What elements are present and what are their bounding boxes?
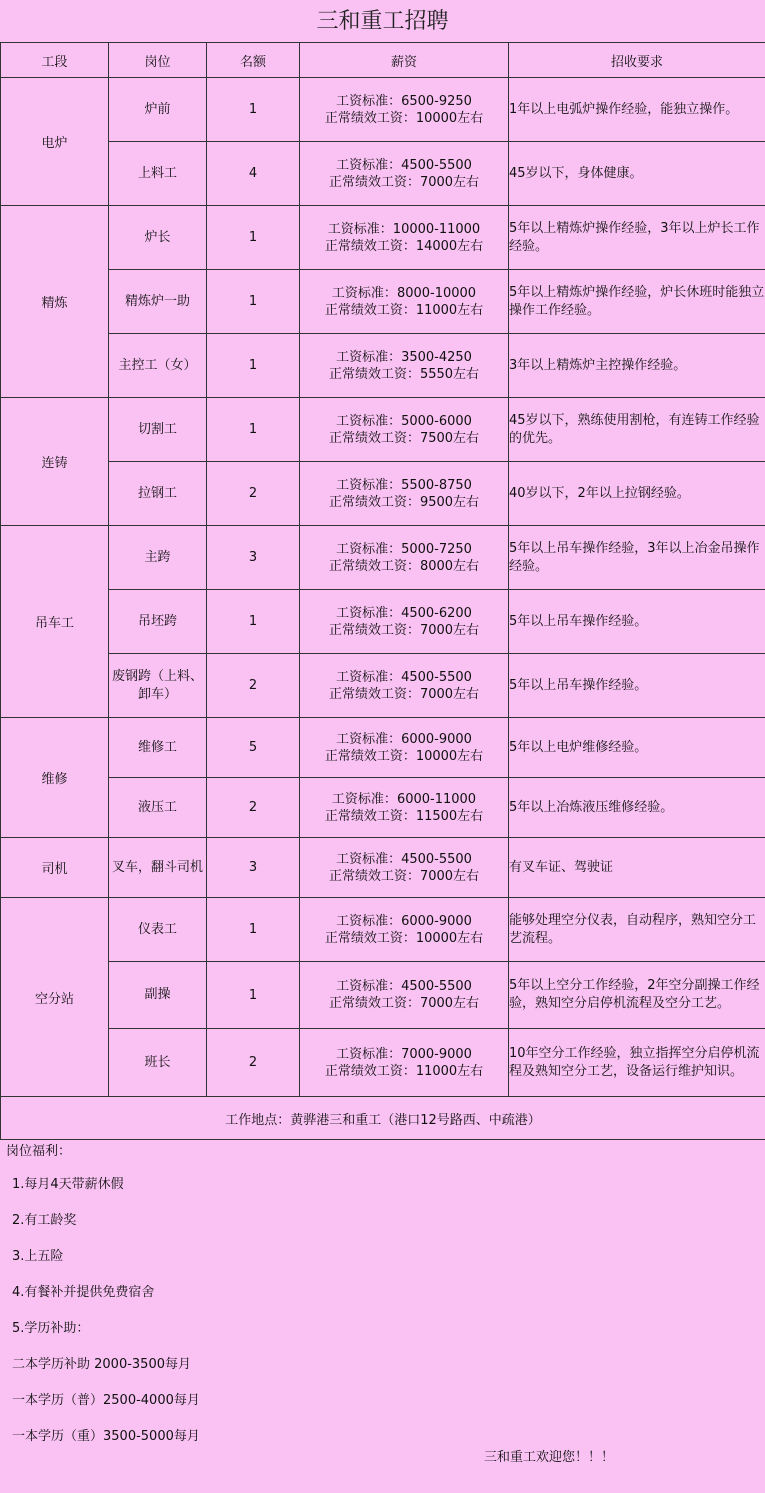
performance-salary-label: 正常绩效工资： [328,868,420,884]
count-cell: 1 [207,270,300,334]
position-cell: 主控工（女） [109,334,207,398]
position-cell: 上料工 [109,142,207,206]
salary-standard-value: 6000-9000 [401,731,472,747]
position-cell: 吊坯跨 [109,590,207,654]
requirement-cell: 45岁以下，身体健康。 [509,142,765,206]
performance-salary-value: 11500左右 [415,808,484,824]
position-cell: 精炼炉一助 [109,270,207,334]
salary-cell [300,270,509,334]
salary-standard-label: 工资标准： [331,285,397,301]
performance-salary-label: 正常绩效工资： [324,1063,416,1079]
count-cell: 3 [207,838,300,898]
performance-salary [300,494,508,511]
work-location: 工作地点：黄骅港三和重工（港口12号路西、中疏港） [1,1097,765,1140]
salary-standard-value: 6000-11000 [396,791,477,807]
count-cell: 1 [207,898,300,962]
salary-standard-label: 工资标准： [336,477,402,493]
salary-standard-value: 10000-11000 [392,221,481,237]
table-row [1,398,765,462]
salary-standard-label: 工资标准： [331,791,397,807]
header-salary: 薪资 [300,43,509,78]
benefits-list [6,1167,765,1455]
performance-salary [300,558,508,575]
salary-standard-value: 8000-10000 [396,285,477,301]
table-header-row [1,43,765,78]
section-cell: 连铸 [1,398,109,526]
benefit-item: 3.上五险 [12,1249,64,1264]
salary-standard-label: 工资标准： [336,349,402,365]
table-row [1,898,765,962]
count-cell: 1 [207,962,300,1029]
salary-standard-label: 工资标准： [336,605,402,621]
table-row [1,1029,765,1097]
requirement-cell: 能够处理空分仪表，自动程序，熟知空分工艺流程。 [509,898,765,962]
count-cell: 3 [207,526,300,590]
salary-standard-label: 工资标准： [336,851,402,867]
table-row [1,590,765,654]
count-cell: 5 [207,718,300,778]
salary-standard-label: 工资标准： [336,913,402,929]
performance-salary-label: 正常绩效工资： [324,238,416,254]
salary-cell [300,1029,509,1097]
table-row [1,334,765,398]
salary-standard-label: 工资标准： [336,731,402,747]
performance-salary-label: 正常绩效工资： [328,622,420,638]
salary-standard-label: 工资标准： [336,979,402,994]
salary-standard [300,605,508,622]
performance-salary-value: 5550左右 [419,366,480,382]
performance-salary [300,366,508,383]
position-cell: 副操 [109,962,207,1029]
requirement-cell: 5年以上吊车操作经验，3年以上冶金吊操作经验。 [509,526,765,590]
salary-standard-value: 4500-5500 [401,157,472,173]
performance-salary-value: 10000左右 [415,110,484,126]
table-row [1,838,765,898]
count-cell: 2 [207,462,300,526]
benefit-item: 一本学历（普）2500-4000每月 [12,1393,200,1408]
salary-standard [300,221,508,238]
performance-salary-value: 7000左右 [419,996,480,1011]
salary-standard [300,541,508,558]
count-cell: 1 [207,590,300,654]
position-cell: 废钢跨（上料、卸车） [109,654,207,718]
section-cell: 吊车工 [1,526,109,718]
salary-standard-value: 3500-4250 [401,349,472,365]
performance-salary-label: 正常绩效工资： [328,494,420,510]
performance-salary-label: 正常绩效工资： [324,808,416,824]
count-cell: 1 [207,206,300,270]
salary-standard [300,669,508,686]
salary-standard-value: 6000-9000 [401,913,472,929]
table-row [1,526,765,590]
count-cell: 1 [207,398,300,462]
salary-cell [300,526,509,590]
salary-standard-label: 工资标准： [336,157,402,173]
performance-salary-value: 10000左右 [415,930,484,946]
performance-salary-label: 正常绩效工资： [328,686,420,702]
table-row [1,462,765,526]
performance-salary-value: 11000左右 [415,302,484,318]
salary-standard [300,157,508,174]
header-requirements: 招收要求 [509,43,765,78]
salary-cell [300,206,509,270]
performance-salary [300,995,508,1012]
salary-standard-value: 4500-6200 [401,605,472,621]
salary-standard-value: 4500-5500 [401,979,472,994]
benefit-item: 1.每月4天带薪休假 [12,1177,124,1192]
requirement-cell: 有叉车证、驾驶证 [509,838,765,898]
table-row [1,142,765,206]
performance-salary [300,686,508,703]
performance-salary [300,930,508,947]
salary-standard [300,477,508,494]
salary-standard-value: 5000-7250 [401,541,472,557]
performance-salary [300,430,508,447]
salary-cell [300,398,509,462]
position-cell: 叉车，翻斗司机 [109,838,207,898]
position-cell: 仪表工 [109,898,207,962]
section-cell: 维修 [1,718,109,838]
salary-standard-value: 5000-6000 [401,413,472,429]
salary-standard [300,913,508,930]
benefit-item: 二本学历补助 2000-3500每月 [12,1357,191,1372]
salary-standard [300,285,508,302]
salary-standard [300,731,508,748]
salary-cell [300,838,509,898]
recruitment-table [0,42,765,1140]
section-cell: 精炼 [1,206,109,398]
salary-standard-value: 7000-9000 [401,1046,472,1062]
table-row [1,270,765,334]
position-cell: 炉前 [109,78,207,142]
header-count: 名额 [207,43,300,78]
salary-standard [300,93,508,110]
section-cell: 空分站 [1,898,109,1097]
requirement-cell: 3年以上精炼炉主控操作经验。 [509,334,765,398]
performance-salary-label: 正常绩效工资： [328,366,420,382]
section-cell: 电炉 [1,78,109,206]
count-cell: 1 [207,78,300,142]
performance-salary-value: 8000左右 [419,558,480,574]
position-cell: 炉长 [109,206,207,270]
table-row [1,962,765,1029]
salary-standard [300,413,508,430]
table-row [1,718,765,778]
benefit-item: 一本学历（重）3500-5000每月 [12,1429,200,1444]
performance-salary [300,238,508,255]
table-row [1,778,765,838]
salary-cell [300,962,509,1029]
performance-salary [300,1063,508,1080]
performance-salary-value: 10000左右 [415,748,484,764]
salary-cell [300,898,509,962]
count-cell: 2 [207,1029,300,1097]
salary-cell [300,78,509,142]
performance-salary-label: 正常绩效工资： [324,302,416,318]
salary-standard [300,791,508,808]
requirement-cell: 5年以上精炼炉操作经验，3年以上炉长工作经验。 [509,206,765,270]
location-row [1,1097,765,1140]
section-cell: 司机 [1,838,109,898]
salary-standard-value: 4500-5500 [401,851,472,867]
performance-salary-value: 11000左右 [415,1063,484,1079]
header-position: 岗位 [109,43,207,78]
salary-standard [300,349,508,366]
salary-standard-label: 工资标准： [336,541,402,557]
count-cell: 1 [207,334,300,398]
performance-salary [300,622,508,639]
performance-salary [300,868,508,885]
salary-standard [300,1046,508,1063]
welcome-text: 三和重工欢迎您！！！ [484,1450,615,1465]
performance-salary-label: 正常绩效工资： [328,430,420,446]
performance-salary-value: 7000左右 [419,868,480,884]
count-cell: 2 [207,654,300,718]
benefits-section [0,1142,765,1455]
requirement-cell: 5年以上精炼炉操作经验，炉长休班时能独立操作工作经验。 [509,270,765,334]
salary-cell [300,654,509,718]
requirement-cell: 45岁以下，熟练使用割枪，有连铸工作经验的优先。 [509,398,765,462]
performance-salary-label: 正常绩效工资： [324,930,416,946]
header-section: 工段 [1,43,109,78]
requirement-cell: 40岁以下，2年以上拉钢经验。 [509,462,765,526]
salary-standard [300,978,508,995]
performance-salary-value: 7500左右 [419,430,480,446]
performance-salary [300,748,508,765]
salary-cell [300,718,509,778]
count-cell: 4 [207,142,300,206]
performance-salary-value: 7000左右 [419,174,480,190]
salary-cell [300,142,509,206]
page-title: 三和重工招聘 [316,9,449,34]
salary-standard-label: 工资标准： [327,221,393,237]
position-cell: 主跨 [109,526,207,590]
performance-salary-value: 9500左右 [419,494,480,510]
performance-salary-value: 7000左右 [419,622,480,638]
benefits-heading: 岗位福利： [6,1144,72,1159]
salary-standard-label: 工资标准： [336,669,402,685]
performance-salary [300,174,508,191]
performance-salary-label: 正常绩效工资： [324,748,416,764]
salary-standard-value: 4500-5500 [401,669,472,685]
salary-standard-value: 5500-8750 [401,477,472,493]
salary-standard [300,851,508,868]
benefit-item: 4.有餐补并提供免费宿舍 [12,1285,155,1300]
table-row [1,78,765,142]
requirement-cell: 1年以上电弧炉操作经验，能独立操作。 [509,78,765,142]
benefit-item: 2.有工龄奖 [12,1213,77,1228]
performance-salary-label: 正常绩效工资： [324,110,416,126]
count-cell: 2 [207,778,300,838]
performance-salary-label: 正常绩效工资： [328,174,420,190]
salary-cell [300,462,509,526]
salary-standard-label: 工资标准： [336,93,402,109]
table-row [1,206,765,270]
salary-standard-value: 6500-9250 [401,93,472,109]
position-cell: 维修工 [109,718,207,778]
salary-standard-label: 工资标准： [336,413,402,429]
requirement-cell: 10年空分工作经验，独立指挥空分启停机流程及熟知空分工艺，设备运行维护知识。 [509,1029,765,1097]
table-row [1,654,765,718]
performance-salary-label: 正常绩效工资： [328,996,420,1011]
position-cell: 切割工 [109,398,207,462]
requirement-cell: 5年以上电炉维修经验。 [509,718,765,778]
salary-standard-label: 工资标准： [336,1046,402,1062]
position-cell: 班长 [109,1029,207,1097]
salary-cell [300,778,509,838]
salary-cell [300,334,509,398]
performance-salary [300,110,508,127]
requirement-cell: 5年以上冶炼液压维修经验。 [509,778,765,838]
position-cell: 液压工 [109,778,207,838]
requirement-cell: 5年以上空分工作经验，2年空分副操工作经验，熟知空分启停机流程及空分工艺。 [509,962,765,1029]
salary-cell [300,590,509,654]
table-body [1,78,765,1097]
position-cell: 拉钢工 [109,462,207,526]
performance-salary-value: 14000左右 [415,238,484,254]
benefit-item: 5.学历补助： [12,1321,90,1336]
performance-salary-value: 7000左右 [419,686,480,702]
performance-salary-label: 正常绩效工资： [328,558,420,574]
requirement-cell: 5年以上吊车操作经验。 [509,590,765,654]
performance-salary [300,302,508,319]
requirement-cell: 5年以上吊车操作经验。 [509,654,765,718]
performance-salary [300,808,508,825]
